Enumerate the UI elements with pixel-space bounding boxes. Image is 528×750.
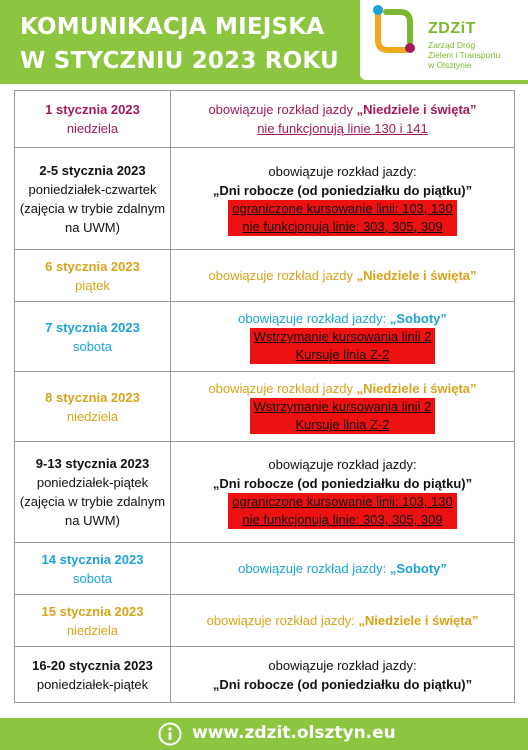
schedule-prefix: obowiązuje rozkład jazdy [208,268,357,283]
day-label: niedziela [66,622,119,638]
service-change-line: nie funkcjonują linie: 303, 305, 309 [242,512,443,527]
footer-banner [0,718,528,750]
description-cell [171,302,515,372]
description-cell [171,543,515,595]
date-label: 1 stycznia 2023 [45,102,140,117]
service-change-line: Kursuje linia Z-2 [295,417,390,432]
website-link[interactable]: www.zdzit.olsztyn.eu [192,723,396,743]
schedule-table [14,90,515,703]
logo-subtitle-line-1: Zarząd Dróg [428,40,476,50]
date-cell [15,372,171,442]
day-label: niedziela [66,408,119,424]
schedule-line [171,559,514,578]
table-row [15,302,515,372]
schedule-line [171,266,514,285]
zdzit-logo-icon [368,4,418,56]
logo-subtitle-line-3: w Olsztynie [428,60,472,70]
schedule-line: obowiązuje rozkład jazdy: [268,657,417,673]
date-cell [15,302,171,372]
zdzit-logo [360,0,528,80]
schedule-prefix: obowiązuje rozkład jazdy: [206,613,359,628]
date-label: 14 stycznia 2023 [41,551,144,567]
schedule-line: obowiązuje rozkład jazdy: [268,457,417,472]
table-row [15,595,515,647]
table-row [15,148,515,250]
date-cell [15,91,171,148]
day-note: (zajęcia w trybie zdalnym [19,200,166,216]
day-note: na UWM) [65,513,120,528]
table-row [15,543,515,595]
schedule-prefix: obowiązuje rozkład jazdy: [238,561,390,576]
date-label: 6 stycznia 2023 [45,258,140,274]
info-icon [158,722,182,746]
day-label: sobota [72,338,113,354]
date-label: 8 stycznia 2023 [45,389,140,405]
schedule-prefix: obowiązuje rozkład jazdy [208,381,357,396]
date-cell [15,595,171,647]
service-change-box [228,200,456,236]
description-cell [171,250,515,302]
schedule-name: „Soboty” [389,561,447,576]
day-label: poniedziałek-czwartek [28,181,157,197]
logo-name: ZDZiT [428,20,476,37]
date-cell [15,250,171,302]
date-label: 15 stycznia 2023 [41,603,144,619]
service-change-line: Wstrzymanie kursowania linii 2 [253,329,432,344]
page-title [20,10,350,78]
date-label: 9-13 stycznia 2023 [35,456,150,471]
schedule-line [171,100,514,119]
service-change-box [250,398,436,434]
schedule-prefix: obowiązuje rozkład jazdy [208,102,357,117]
logo-subtitle [428,40,524,70]
schedule-name: „Niedziele i święta” [356,268,477,283]
date-label: 7 stycznia 2023 [45,319,140,335]
logo-subtitle-line-2: Zieleni i Transportu [428,50,501,60]
day-label: poniedziałek-piątek [36,475,149,490]
service-change-line: ograniczone kursowanie linii: 103, 130 [232,200,453,216]
date-label: 16-20 stycznia 2023 [32,657,153,673]
schedule-name: „Dni robocze (od poniedziałku do piątku)” [212,476,473,491]
day-label: sobota [72,570,113,586]
description-cell [171,148,515,250]
service-change-line: ograniczone kursowanie linii: 103, 130 [232,494,453,509]
description-cell [171,372,515,442]
date-cell [15,543,171,595]
service-change-line: Wstrzymanie kursowania linii 2 [253,399,432,414]
header-banner [0,0,528,84]
schedule-name: „Dni robocze (od poniedziałku do piątku)” [212,182,473,198]
table-row [15,647,515,703]
description-cell [171,91,515,148]
table-row [15,442,515,543]
day-label: niedziela [66,121,119,136]
service-change-line: Kursuje linia Z-2 [295,347,390,362]
table-row [15,372,515,442]
schedule-line [171,379,514,398]
table-row [15,250,515,302]
page-title-line-1: KOMUNIKACJA MIEJSKA [20,14,325,40]
day-note: (zajęcia w trybie zdalnym [19,494,166,509]
day-label: poniedziałek-piątek [36,676,149,692]
description-cell [171,442,515,543]
date-cell [15,442,171,543]
table-row [15,91,515,148]
schedule-prefix: obowiązuje rozkład jazdy: [238,311,390,326]
description-cell [171,595,515,647]
service-change-box [228,493,456,529]
schedule-note: nie funkcjonują linie 130 i 141 [257,121,428,136]
date-cell [15,148,171,250]
description-cell [171,647,515,703]
day-label: piątek [75,277,110,293]
page-title-line-2: W STYCZNIU 2023 ROKU [20,48,339,74]
service-change-line: nie funkcjonują linie: 303, 305, 309 [242,218,443,234]
day-note: na UWM) [65,219,120,235]
schedule-line: obowiązuje rozkład jazdy: [268,163,417,179]
schedule-name: „Niedziele i święta” [356,381,477,396]
schedule-name: „Niedziele i święta” [358,613,479,628]
schedule-line [171,309,514,328]
date-label: 2-5 stycznia 2023 [39,162,146,178]
schedule-line [171,611,514,630]
service-change-box [250,328,436,364]
schedule-name: „Niedziele i święta” [356,102,477,117]
schedule-name: „Dni robocze (od poniedziałku do piątku)” [212,676,473,692]
date-cell [15,647,171,703]
schedule-name: „Soboty” [389,311,447,326]
